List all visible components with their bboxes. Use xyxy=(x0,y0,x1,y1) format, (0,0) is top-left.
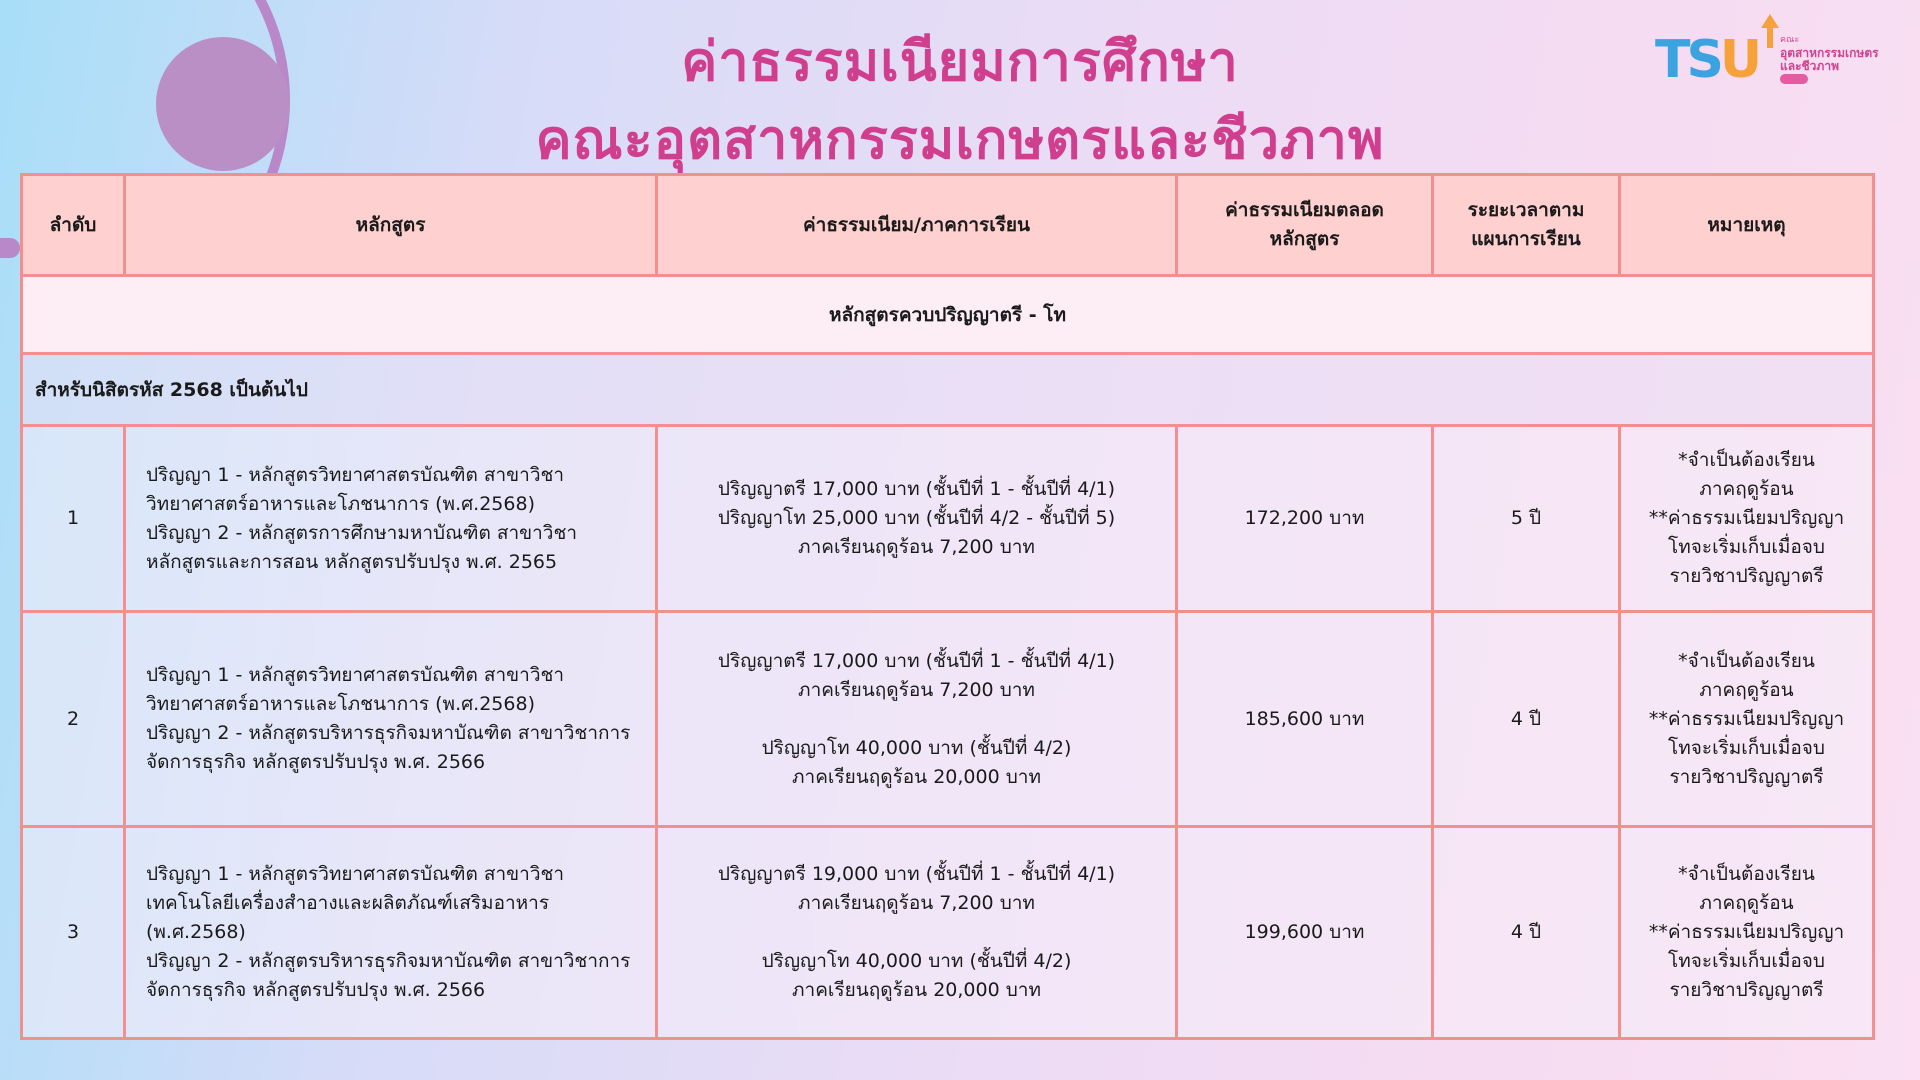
row-total: 199,600 บาท xyxy=(1177,827,1433,1039)
table-row xyxy=(22,612,1874,827)
row-duration: 4 ปี xyxy=(1433,612,1620,827)
row-remark: *จำเป็นต้องเรียน ภาคฤดูร้อน **ค่าธรรมเนียมปริญญา โทจะเริ่มเก็บเมื่อจบ รายวิชาปริญญาตรี xyxy=(1620,612,1874,827)
subsection-title: สำหรับนิสิตรหัส 2568 เป็นต้นไป xyxy=(22,354,1874,426)
header-remark: หมายเหตุ xyxy=(1620,175,1874,276)
row-duration: 4 ปี xyxy=(1433,827,1620,1039)
fee-table xyxy=(20,173,1875,1040)
row-program: ปริญญา 1 - หลักสูตรวิทยาศาสตรบัณฑิต สาขาวิชา เทคโนโลยีเครื่องสำอางและผลิตภัณฑ์เสริมอาหาร (พ.ศ.2568) ปริญญา 2 - หลักสูตรบริหารธุรกิจมหาบัณฑิต สาขาวิชาการ จัดการธุรกิจ หลักสูตรปรับปรุง พ.ศ. 2566 xyxy=(125,827,657,1039)
row-program: ปริญญา 1 - หลักสูตรวิทยาศาสตรบัณฑิต สาขาวิชา วิทยาศาสตร์อาหารและโภชนาการ (พ.ศ.2568) ปริญญา 2 - หลักสูตรบริหารธุรกิจมหาบัณฑิต สาขาวิชาการ จัดการธุรกิจ หลักสูตรปรับปรุง พ.ศ. 2566 xyxy=(125,612,657,827)
tsu-logo xyxy=(1655,14,1895,94)
section-row xyxy=(22,276,1874,354)
logo-pill xyxy=(1780,74,1808,84)
header-program: หลักสูตร xyxy=(125,175,657,276)
row-fees: ปริญญาตรี 17,000 บาท (ชั้นปีที่ 1 - ชั้นปีที่ 4/1) ปริญญาโท 25,000 บาท (ชั้นปีที่ 4/2 - ชั้นปีที่ 5) ภาคเรียนฤดูร้อน 7,200 บาท xyxy=(657,426,1177,612)
table-header-row xyxy=(22,175,1874,276)
row-fees: ปริญญาตรี 17,000 บาท (ชั้นปีที่ 1 - ชั้นปีที่ 4/1) ภาคเรียนฤดูร้อน 7,200 บาท ปริญญาโท 40,000 บาท (ชั้นปีที่ 4/2) ภาคเรียนฤดูร้อน 20,000 บาท xyxy=(657,612,1177,827)
row-no: 2 xyxy=(22,612,125,827)
decorative-line xyxy=(0,238,20,258)
header-duration: ระยะเวลาตาม แผนการเรียน xyxy=(1433,175,1620,276)
logo-mark: TSU xyxy=(1655,30,1759,90)
page-subtitle: คณะอุตสาหกรรมเกษตรและชีวภาพ xyxy=(535,108,1385,171)
row-remark: *จำเป็นต้องเรียน ภาคฤดูร้อน **ค่าธรรมเนียมปริญญา โทจะเริ่มเก็บเมื่อจบ รายวิชาปริญญาตรี xyxy=(1620,426,1874,612)
table-row xyxy=(22,827,1874,1039)
header-no: ลำดับ xyxy=(22,175,125,276)
row-remark: *จำเป็นต้องเรียน ภาคฤดูร้อน **ค่าธรรมเนียมปริญญา โทจะเริ่มเก็บเมื่อจบ รายวิชาปริญญาตรี xyxy=(1620,827,1874,1039)
row-no: 3 xyxy=(22,827,125,1039)
header-total-fee: ค่าธรรมเนียมตลอด หลักสูตร xyxy=(1177,175,1433,276)
subsection-row xyxy=(22,354,1874,426)
row-total: 185,600 บาท xyxy=(1177,612,1433,827)
section-title: หลักสูตรควบปริญญาตรี - โท xyxy=(22,276,1874,354)
row-no: 1 xyxy=(22,426,125,612)
row-duration: 5 ปี xyxy=(1433,426,1620,612)
table-row xyxy=(22,426,1874,612)
logo-faculty-text: คณะ อุตสาหกรรมเกษตร และชีวภาพ xyxy=(1780,35,1879,73)
row-fees: ปริญญาตรี 19,000 บาท (ชั้นปีที่ 1 - ชั้นปีที่ 4/1) ภาคเรียนฤดูร้อน 7,200 บาท ปริญญาโท 40,000 บาท (ชั้นปีที่ 4/2) ภาคเรียนฤดูร้อน 20,000 บาท xyxy=(657,827,1177,1039)
row-program: ปริญญา 1 - หลักสูตรวิทยาศาสตรบัณฑิต สาขาวิชา วิทยาศาสตร์อาหารและโภชนาการ (พ.ศ.2568) ปริญญา 2 - หลักสูตรการศึกษามหาบัณฑิต สาขาวิชา หลักสูตรและการสอน หลักสูตรปรับปรุง พ.ศ. 2565 xyxy=(125,426,657,612)
header-fee-per-semester: ค่าธรรมเนียม/ภาคการเรียน xyxy=(657,175,1177,276)
page-title: ค่าธรรมเนียมการศึกษา xyxy=(681,30,1239,93)
row-total: 172,200 บาท xyxy=(1177,426,1433,612)
